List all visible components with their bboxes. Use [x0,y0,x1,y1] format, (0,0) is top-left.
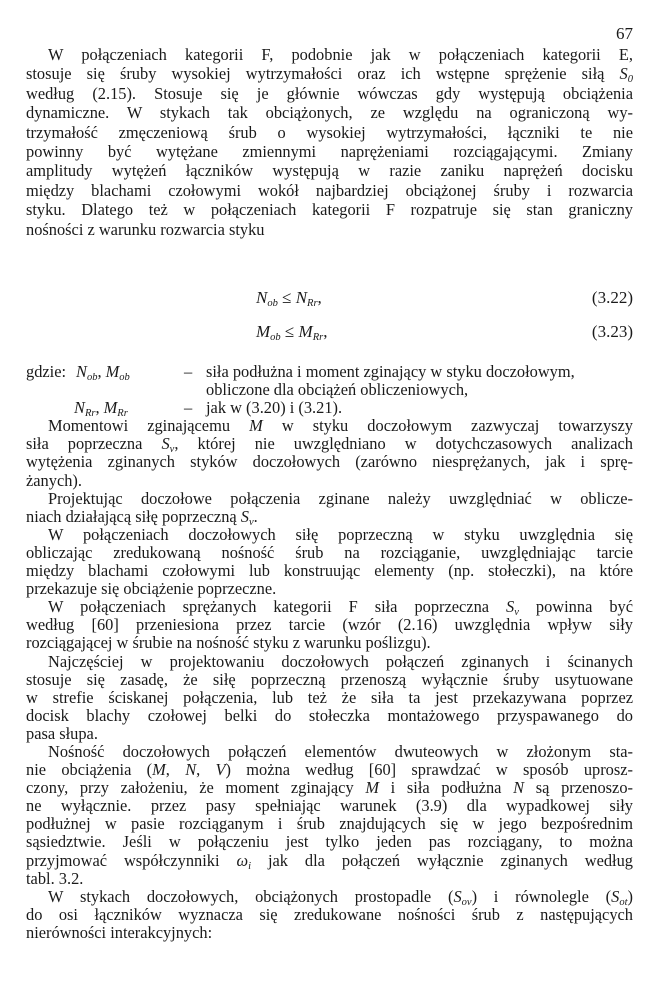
text-run: stosuje się śruby wysokiej wytrzymałości oraz ich wstępne sprężenie siłą [26,64,620,84]
text-run: podłużnej w pasie rozciąganym i śrub znajdujących się w jego bezpośrednim [26,814,633,834]
text-run: przekazuje się obciążenie poprzeczne. [26,579,277,599]
text-line [26,707,633,725]
text-run: tabl. 3.2. [26,868,84,888]
where-line-2 [26,381,633,399]
subscript: v [248,516,254,528]
symbol: N [76,362,87,381]
text-line [26,906,633,924]
subscript: 0 [627,74,633,86]
page-number: 67 [616,24,633,43]
text-line [26,725,633,743]
text-line [26,84,633,103]
text-run: trzymałość zmęczeniową śrub o wysokiej wytrzymałości, łączniki te nie [26,122,633,142]
subscript: ob [267,298,278,309]
text-line [26,181,633,200]
math-symbol: S [611,886,620,906]
symbol: N [256,288,268,307]
text-run: nośności z warunku rozwarcia styku [26,219,265,239]
text-run: . [253,506,258,526]
text-run: ne wyłącznie. przez pasy spełniając warunek (3.9) dla wypadkowej siły [26,796,633,816]
equation-number: (3.22) [591,288,633,307]
math-symbol: S [161,434,170,454]
text-run: , [165,760,186,780]
text-run: , której nie uwzględniano w dotychczasowych analizach [174,434,633,454]
text-line [26,562,633,580]
math-symbol: S [453,886,462,906]
text-line [26,508,633,526]
subscript: i [248,860,251,872]
text-run: W połączeniach doczołowych siłę poprzeczną w styku uwzględnia się [48,524,633,544]
symbol: M [298,322,313,341]
text-run: powinna być [518,597,633,617]
text-line [26,453,633,471]
text-run: czony, przy założeniu, że moment zginający [26,778,366,798]
text-line [26,653,633,671]
math-symbol: M [365,778,379,798]
subscript: Rr [117,408,128,420]
text-run: pasa słupa. [26,723,98,743]
text-line [26,924,633,942]
subscript: ob [270,332,281,343]
math-symbol: S [240,506,249,526]
text-line [26,761,633,779]
text-run: przyjmować współczynniki [26,850,237,870]
text-line [26,779,633,797]
text-run: są przenoszo- [524,778,633,798]
math-symbol: S [619,64,628,84]
text-run: nie obciążenia ( [26,760,153,780]
text-run: Momentowi zginającemu [48,416,250,436]
text-line [26,103,633,122]
symbol: M [256,322,271,341]
text-run: według (2.15). Stosuje się je głównie wówczas gdy występują obciążenia [26,83,633,103]
math-symbol: N [185,760,197,780]
text-line [26,123,633,142]
text-line [26,417,633,435]
text-run: docisk blachy czołowej belki do stołeczka montażowego przyspawanego do [26,705,633,725]
text-run: obliczając zredukowaną nośność śrub na rozciąganie, uwzględniając tarcie [26,542,633,562]
text-run: wytężenia zginanych styków doczołowych (zarówno niesprężanych, jak i sprę- [26,452,633,472]
text-run: stosuje się zasadę, że siłę poprzeczną przenoszą wyłącznie śruby usytuowane [26,669,633,689]
subscript: ov [461,896,472,908]
math-symbol: ω [236,850,249,870]
text-run: między blachami czołowymi wokół najbardziej obciążonej śruby i rozwarcia [26,180,633,200]
text-line [26,142,633,161]
text-run: w styku doczołowym zazwyczaj towarzyszy [262,416,633,436]
text-run: nierówności interakcyjnych: [26,922,213,942]
text-line [26,472,633,490]
text-run: , [196,760,216,780]
text-run: ) i równolegle ( [471,886,612,906]
equation-3-22 [26,288,633,310]
text-line [26,220,633,239]
subscript: Rr [307,298,318,309]
text-line [26,888,633,906]
paragraph-intro [26,45,633,239]
text-line [26,64,633,86]
text-line [26,671,633,689]
text-run: Najczęściej w projektowaniu doczołowych połączeń zginanych i ścinanych [48,651,633,671]
text-run: według [60] przeniesiona przez tarcie (wzór (2.16) uwzględnia wpływ siły [26,615,633,635]
subscript: Rr [84,408,96,420]
text-line [26,200,633,219]
text-line [26,597,633,619]
text-line [26,797,633,815]
text-run: żanych). [26,470,82,490]
where-clause [26,363,633,942]
text-run: jak dla połączeń wyłącznie zginanych według [251,850,633,870]
where-label: gdzie: [26,362,67,381]
text-line [26,815,633,833]
text-run: ) można według [60] sprawdzać w sposób uprosz- [225,760,633,780]
symbol: N [295,288,308,307]
definition: jak w (3.20) i (3.21). [206,398,343,418]
text-run: dynamiczne. W stykach tak obciążonych, ze względu na ograniczoną wy- [26,103,633,123]
math-symbol: N [513,778,525,798]
text-run: sąsiedztwie. Jeśli w połączeniu jest tylko jeden pas rozciągany, to można [26,832,633,852]
dash: – [184,362,193,381]
text-run: siła poprzeczna [26,434,162,454]
text-run: Nośność doczołowych połączeń elementów dwuteowych w złożonym sta- [48,741,633,761]
text-run: i siła podłużna [379,778,514,798]
text-run: W połączeniach kategorii F, podobnie jak w połączeniach kategorii E, [48,45,633,64]
text-line [26,852,633,870]
subscript: ob [119,372,130,383]
math-symbol: S [506,597,515,617]
text-run: ) [627,886,633,906]
text-run: niach działającą siłę poprzeczną [26,506,241,526]
symbol: M [103,398,118,418]
text-line [26,580,633,598]
text-line [26,45,633,64]
text-line [26,870,633,888]
dash: – [184,398,193,418]
text-line [26,616,633,634]
text-line [26,434,633,456]
text-line [26,161,633,180]
body-text [26,417,633,942]
text-run: powinny być wytężane zmiennymi naprężeniami rozciągającymi. Zmiany [26,141,633,161]
subscript: Rr [312,332,324,343]
symbol: M [105,362,120,381]
text-run: W stykach doczołowych, obciążonych prostopadle ( [48,886,454,906]
where-line-3 [26,398,633,420]
operator: ≤ [277,288,296,307]
symbol: N [74,398,85,418]
where-line-1 [26,363,633,381]
text-line [26,526,633,544]
text-run: Projektując doczołowe połączenia zginane należy uwzględniać w oblicze- [48,488,633,508]
text-run: amplitudy wytężeń łączników występują w razie zaniku naprężeń docisku [26,161,633,181]
formula [256,322,327,342]
equation-3-23 [26,322,633,344]
symbols: $N_{ob}$, $M_{ob}$ [76,362,130,383]
punctuation: , [317,288,322,307]
text-run: między blachami czołowymi lub konstruując elementy (np. stołeczki), na które [26,561,633,581]
text-line [26,544,633,562]
equation-number: (3.23) [591,322,633,341]
subscript: ot [619,896,628,908]
subscript: v [169,444,175,456]
math-symbol: M [249,416,263,436]
text-line [26,833,633,851]
subscript: ob [86,372,98,383]
subscript: v [514,607,519,619]
text-run: W połączeniach sprężanych kategorii F siła poprzeczna [48,597,507,617]
text-run: styku. Dlatego też w połączeniach kategorii F rozpatruje się stan graniczny [26,200,633,220]
operator: ≤ [280,322,299,341]
formula [256,288,322,308]
text-run: w strefie ściskanej połączenia, lub też że siła ta jest przekazywana poprzez [26,687,633,707]
math-symbol: V [215,760,226,780]
definition: siła podłużna i moment zginający w styku doczołowym, [206,362,575,381]
text-line [26,634,633,652]
text-line [26,689,633,707]
text-run: do osi łączników wyznacza się zredukowane nośności śrub z następujących [26,904,633,924]
symbols: $N_{Rr}$, $M_{Rr}$ [74,398,128,420]
punctuation: , [323,322,328,341]
text-run: rozciągającej w śrubie na nośność styku z warunku poślizgu). [26,633,431,653]
definition: obliczone dla obciążeń obliczeniowych, [206,380,469,400]
text-line [26,743,633,761]
text-line [26,490,633,508]
math-symbol: M [152,760,166,780]
